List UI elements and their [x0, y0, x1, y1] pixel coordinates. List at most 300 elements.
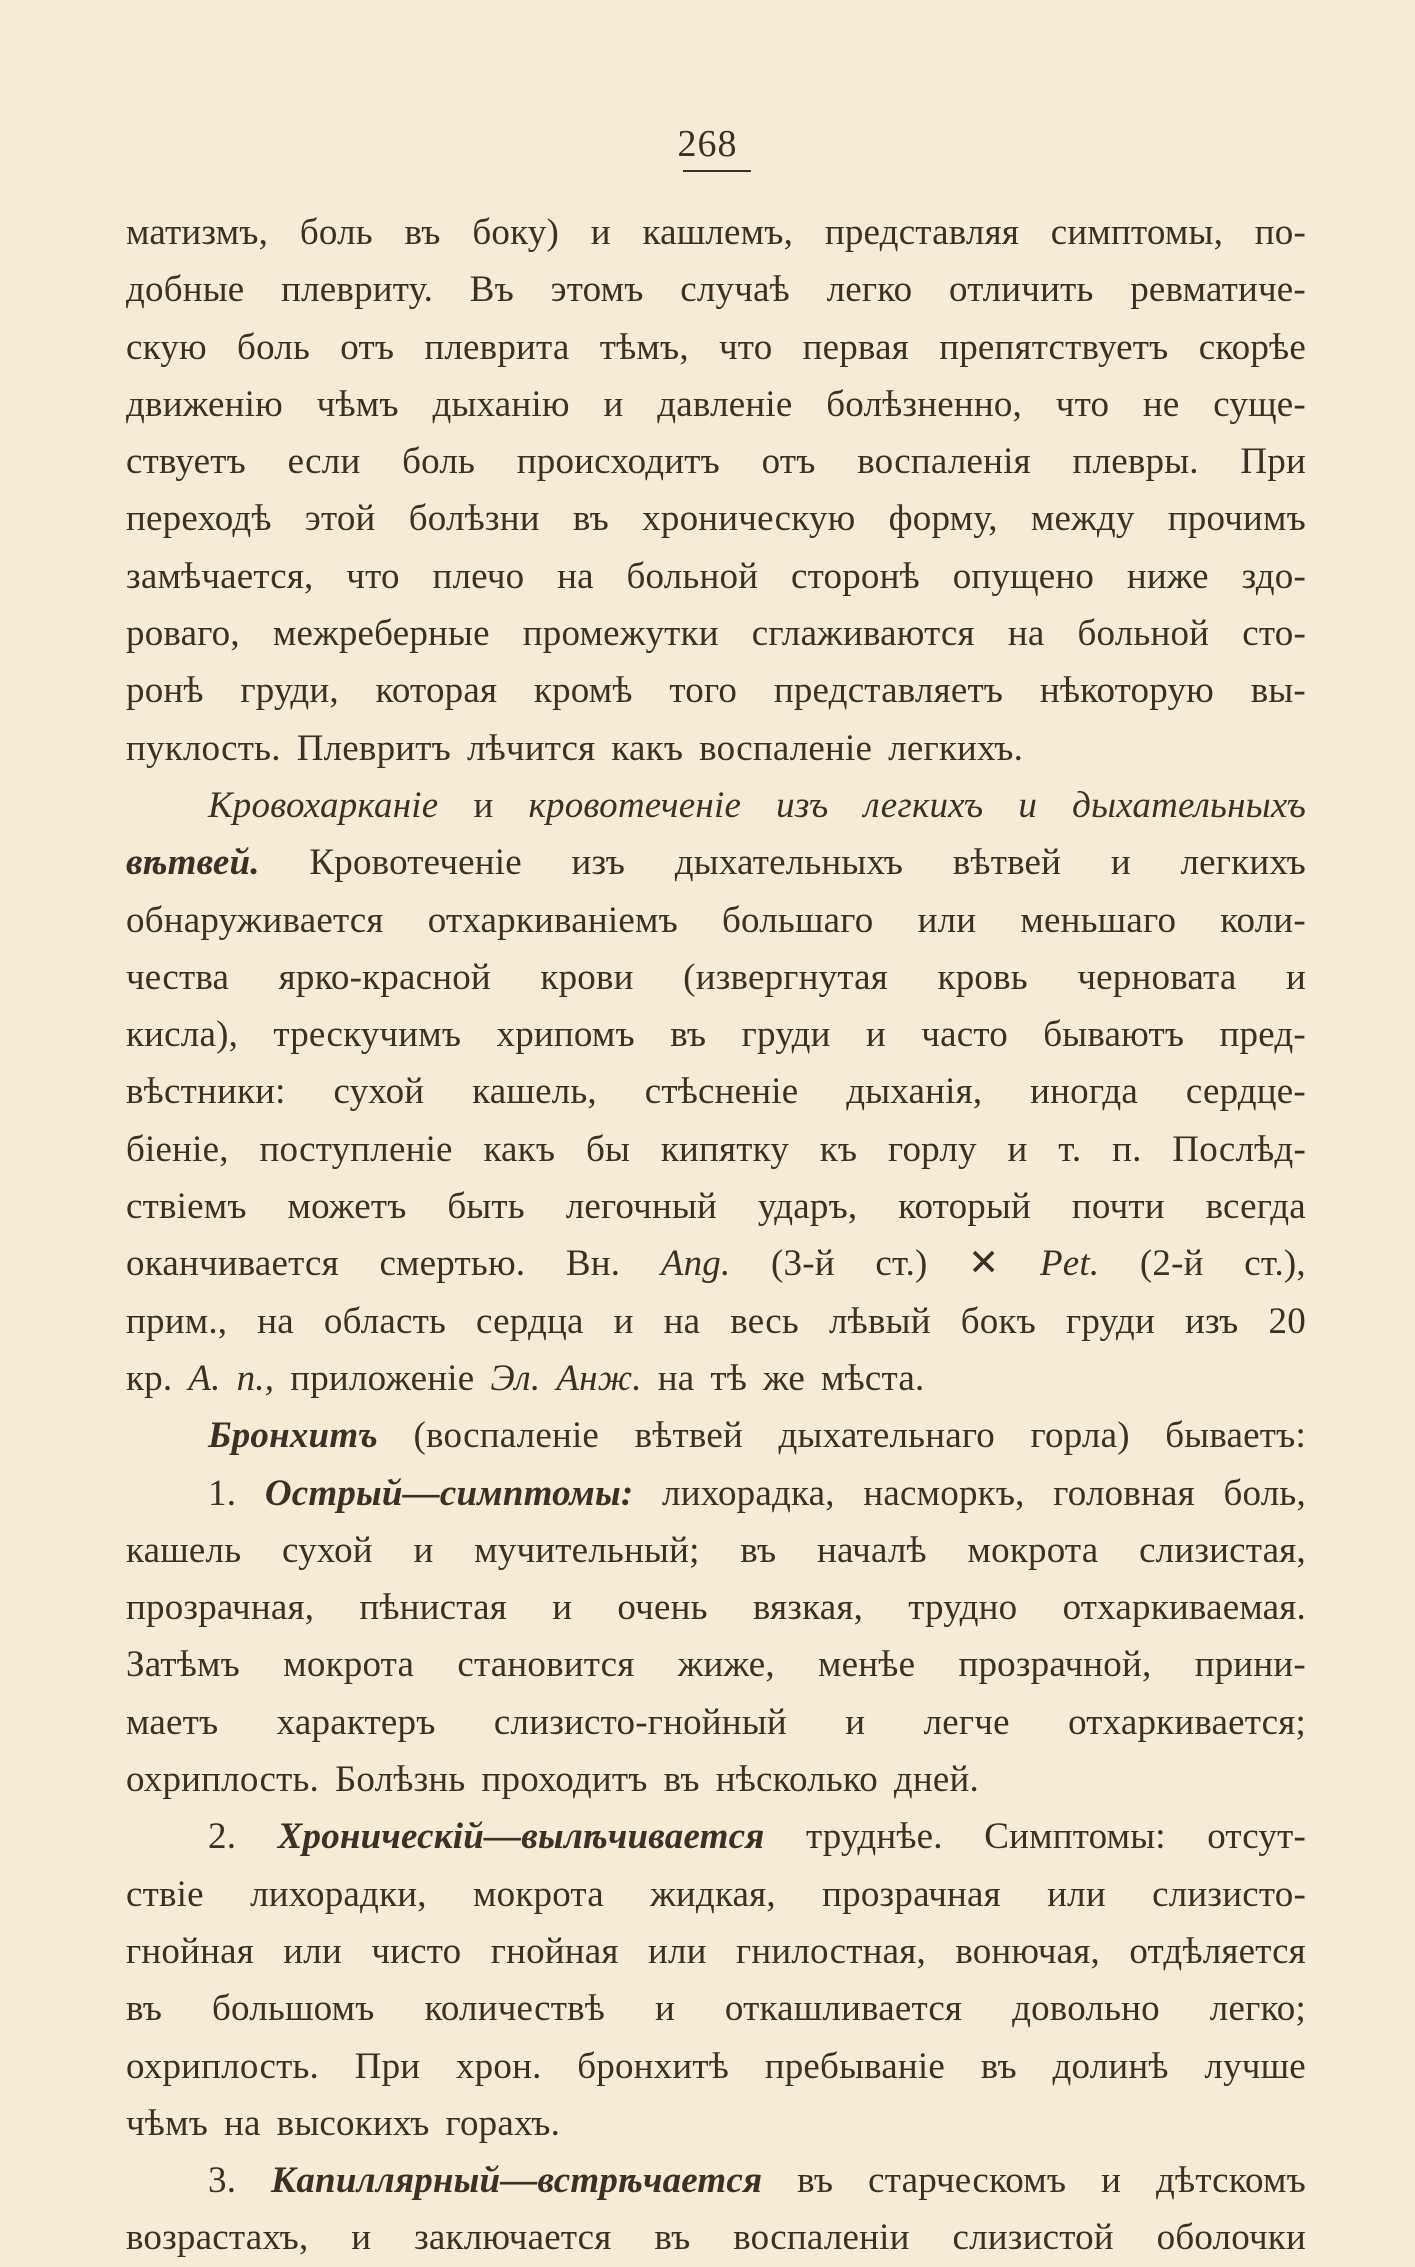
word: Вн.: [565, 1243, 621, 1285]
word: горлу: [887, 1128, 977, 1170]
word: оболочки: [1156, 2217, 1306, 2259]
word: чѣмъ: [126, 2102, 209, 2144]
word: долинѣ: [1052, 2045, 1169, 2087]
word: если: [287, 441, 361, 483]
word: вы-: [1250, 670, 1306, 712]
word: сто-: [1242, 613, 1306, 655]
word: или: [1047, 1873, 1106, 1915]
word: нѣкоторую: [1039, 670, 1214, 712]
text-line: [126, 548, 1306, 605]
word: боль: [402, 441, 476, 483]
word: на: [657, 1357, 695, 1399]
word: что: [1055, 383, 1110, 425]
word: откашливается: [724, 1988, 963, 2030]
word: легкихъ: [863, 784, 984, 826]
text-line: [126, 261, 1306, 318]
word: мокрота: [967, 1529, 1099, 1571]
word: пуклость.: [126, 727, 281, 769]
word: хроническую: [642, 498, 856, 540]
word: что: [346, 555, 400, 597]
word: же: [763, 1357, 805, 1399]
word: что: [719, 326, 773, 368]
word: т.: [1058, 1128, 1082, 1170]
word: кр.: [126, 1357, 173, 1399]
word: матизмъ,: [126, 212, 269, 253]
word: и: [1110, 842, 1131, 884]
word: легочный: [565, 1186, 718, 1228]
word: кипятку: [660, 1128, 789, 1170]
word: (извергнутая: [683, 956, 889, 998]
word: ✕: [968, 1243, 1000, 1285]
word: или: [917, 899, 977, 941]
text-line: [126, 1866, 1306, 1923]
word: въ: [797, 2160, 834, 2202]
text-line: [126, 433, 1306, 490]
word: ярко-красной: [278, 956, 491, 998]
word: происходитъ: [516, 441, 720, 483]
word: движенію: [126, 383, 283, 425]
word: на: [663, 1300, 701, 1342]
word: Анж.: [556, 1357, 642, 1399]
word: больной: [626, 555, 759, 597]
word: ствіемъ: [126, 1186, 247, 1228]
word: весь: [730, 1300, 799, 1342]
word: ниже: [1126, 555, 1209, 597]
word: чѣмъ: [316, 383, 399, 425]
word: оканчивается: [126, 1243, 339, 1285]
word: на: [224, 2102, 261, 2144]
word: здо-: [1241, 555, 1306, 597]
word: дней.: [893, 1759, 980, 1801]
word: мокрота: [473, 1873, 604, 1915]
text-line: [126, 834, 1306, 891]
word: изъ: [1184, 1300, 1239, 1342]
word: лучше: [1204, 2045, 1306, 2087]
word: ствіе: [126, 1873, 204, 1915]
word: и: [613, 1300, 634, 1342]
word: очень: [617, 1587, 708, 1629]
word: слизисто-: [1152, 1873, 1306, 1915]
word: болѣзни: [408, 498, 540, 540]
word: препятствуетъ: [939, 326, 1169, 368]
word: проходитъ: [481, 1759, 648, 1801]
word: опущено: [952, 555, 1095, 597]
word: (3-й: [771, 1243, 835, 1285]
word: большомъ: [212, 1988, 375, 2030]
word: боку): [472, 212, 559, 253]
word: между: [1030, 498, 1135, 540]
text-line: [126, 1006, 1306, 1063]
text-line: [126, 1808, 1306, 1865]
page-number-underline: [683, 170, 751, 172]
word: Кровотеченіе: [309, 842, 522, 884]
word: плевриту.: [281, 269, 434, 311]
word: становится: [457, 1644, 635, 1686]
word: высокихъ: [276, 2102, 430, 2144]
word: трудно: [908, 1587, 1018, 1629]
text-line: [126, 2095, 1306, 2152]
text-line: [126, 1636, 1306, 1693]
word: дыхательнаго: [778, 1415, 996, 1457]
word: въ: [572, 498, 609, 540]
word: въ: [126, 1988, 163, 2030]
word: ударъ,: [757, 1186, 858, 1228]
word: и: [1018, 784, 1038, 826]
text-line: [126, 1178, 1306, 1235]
word: (2-й: [1139, 1243, 1204, 1285]
word: груди: [741, 1014, 831, 1056]
word: слизистая,: [1139, 1529, 1306, 1571]
word: скорѣе: [1198, 326, 1306, 368]
word: переходѣ: [126, 498, 272, 540]
text-line: [126, 1063, 1306, 1120]
page-number: 268: [677, 123, 738, 165]
word: въ: [740, 1529, 777, 1571]
text-line: [126, 376, 1306, 433]
text-line: [126, 1579, 1306, 1636]
text-line: [126, 662, 1306, 719]
word: кровь: [937, 956, 1028, 998]
word: и: [845, 1701, 866, 1743]
word: При: [354, 2045, 421, 2087]
word: груди,: [240, 670, 339, 712]
text-line: [126, 2038, 1306, 2095]
word: стѣсненіе: [644, 1071, 799, 1113]
word: маетъ: [126, 1701, 219, 1743]
word: ст.): [875, 1243, 928, 1285]
word: слизисто-гнойный: [493, 1701, 787, 1743]
word: лихорадки,: [250, 1873, 427, 1915]
text-line: [126, 319, 1306, 376]
word: кашель,: [472, 1071, 597, 1113]
word: легко: [826, 269, 913, 311]
word: область: [323, 1300, 447, 1342]
text-line: [126, 1235, 1306, 1292]
word: бокъ: [960, 1300, 1036, 1342]
word: на: [257, 1300, 294, 1342]
word: гнойная: [490, 1930, 619, 1972]
word: Бронхитъ: [208, 1415, 378, 1457]
word: труднѣе.: [805, 1816, 943, 1858]
word: больной: [1077, 613, 1210, 655]
word: боль,: [1223, 1472, 1306, 1514]
word: этомъ: [550, 269, 644, 311]
word: какъ: [611, 727, 684, 769]
text-line: [126, 949, 1306, 1006]
word: и: [654, 1988, 675, 2030]
word: груди: [1065, 1300, 1155, 1342]
word: слизистой: [952, 2217, 1114, 2259]
word: и: [865, 1014, 886, 1056]
word: прини-: [1194, 1644, 1306, 1686]
word: и: [552, 1587, 573, 1629]
word: прозрачной,: [958, 1644, 1152, 1686]
word: заключается: [414, 2217, 612, 2259]
word: того: [669, 670, 738, 712]
word: хрон.: [455, 2045, 542, 2087]
word: кисла),: [126, 1014, 239, 1056]
word: болѣзненно,: [826, 383, 1023, 425]
text-line: [126, 1980, 1306, 2037]
text-line: [126, 204, 1306, 261]
word: жиже,: [677, 1644, 775, 1686]
word: сердце-: [1185, 1071, 1306, 1113]
word: кровотеченіе: [528, 784, 742, 826]
word: охриплость.: [126, 1759, 319, 1801]
word: которая: [375, 670, 498, 712]
word: довольно: [1012, 1988, 1160, 2030]
text-line: [126, 2209, 1306, 2266]
word: дыханія,: [846, 1071, 983, 1113]
word: и: [413, 1529, 434, 1571]
word: мѣста.: [820, 1357, 925, 1399]
word: характеръ: [276, 1701, 436, 1743]
word: Плевритъ: [296, 727, 451, 769]
text-line: [126, 1751, 1306, 1808]
word: воспаленіе: [699, 727, 873, 769]
word: вязкая,: [752, 1587, 864, 1629]
word: лѣвый: [829, 1300, 931, 1342]
word: Ang.: [660, 1243, 731, 1285]
word: п.: [1112, 1128, 1142, 1170]
word: трескучимъ: [273, 1014, 462, 1056]
text-line: [126, 1923, 1306, 1980]
text-line: [126, 2152, 1306, 2209]
word: отличить: [948, 269, 1094, 311]
word: отъ: [340, 326, 395, 368]
word: изъ: [776, 784, 829, 826]
word: вѣтвей.: [126, 842, 260, 884]
word: пред-: [1219, 1014, 1306, 1056]
word: кромѣ: [533, 670, 633, 712]
word: или: [283, 1930, 342, 1972]
word: изъ: [571, 842, 626, 884]
word: старческомъ: [868, 2160, 1067, 2202]
word: приложеніе: [290, 1357, 475, 1399]
word: дѣтскомъ: [1156, 2160, 1306, 2202]
word: симптомы,: [1050, 212, 1224, 253]
word: возрастахъ,: [126, 2217, 309, 2259]
word: воспаленія: [857, 441, 1031, 483]
word: сухой: [281, 1529, 373, 1571]
word: ствуетъ: [126, 441, 246, 483]
word: сторонѣ: [791, 555, 920, 597]
word: крови: [540, 956, 634, 998]
word: головная: [1053, 1472, 1195, 1514]
word: п.,: [236, 1357, 275, 1399]
word: гнойная: [126, 1930, 254, 1972]
word: большаго: [722, 899, 874, 941]
word: суще-: [1213, 383, 1306, 425]
word: менѣе: [818, 1644, 916, 1686]
word: лихорадка,: [662, 1472, 835, 1514]
word: воспаленіи: [733, 2217, 910, 2259]
word: не: [1142, 383, 1180, 425]
word: въ: [670, 1014, 707, 1056]
word: тѣ: [710, 1357, 748, 1399]
word: нѣсколько: [715, 1759, 878, 1801]
word: въ: [980, 2045, 1017, 2087]
word: 3.: [208, 2160, 237, 2202]
word: и: [590, 212, 611, 253]
word: Кровохарканіе: [208, 784, 439, 826]
word: отъ: [761, 441, 816, 483]
word: 1.: [208, 1472, 237, 1514]
word: промежутки: [522, 613, 719, 655]
word: и: [351, 2217, 372, 2259]
word: прочимъ: [1167, 498, 1306, 540]
word: обнаруживается: [126, 899, 384, 941]
word: отсут-: [1207, 1816, 1306, 1858]
word: какъ: [483, 1128, 556, 1170]
word: на: [1007, 613, 1045, 655]
word: форму,: [888, 498, 998, 540]
text-line: [126, 777, 1306, 834]
word: хрипомъ: [496, 1014, 635, 1056]
word: и: [1101, 2160, 1122, 2202]
word: скую: [126, 326, 207, 368]
word: въ: [663, 1759, 700, 1801]
word: Болѣзнь: [334, 1759, 466, 1801]
word: бываютъ: [1043, 1014, 1185, 1056]
word: вѣтвей: [634, 1415, 743, 1457]
word: вѣтвей: [952, 842, 1062, 884]
word: сухой: [333, 1071, 425, 1113]
word: всегда: [1205, 1186, 1306, 1228]
text-line: [126, 1694, 1306, 1751]
word: въ: [654, 2217, 691, 2259]
word: замѣчается,: [126, 555, 314, 597]
text-line: [126, 892, 1306, 949]
word: бронхитѣ: [577, 2045, 730, 2087]
word: количествѣ: [424, 1988, 606, 2030]
word: боль: [299, 212, 373, 253]
word: пребываніе: [764, 2045, 946, 2087]
text-line: [126, 1407, 1306, 1464]
word: гнилостная,: [736, 1930, 926, 1972]
word: вѣстники:: [126, 1071, 286, 1113]
text-line: [126, 720, 1306, 777]
word: пѣнистая: [359, 1587, 507, 1629]
text-line: [126, 1293, 1306, 1350]
word: коли-: [1220, 899, 1306, 941]
word: горахъ.: [445, 2102, 561, 2144]
word: А.: [188, 1357, 221, 1399]
word: кашель: [126, 1529, 242, 1571]
word: легкихъ.: [888, 727, 1024, 769]
word: бы: [585, 1128, 631, 1170]
word: легче: [923, 1701, 1010, 1743]
word: этой: [304, 498, 376, 540]
word: Pet.: [1039, 1243, 1100, 1285]
word: и: [1007, 1128, 1028, 1170]
word: быть: [447, 1186, 525, 1228]
word: плевры.: [1072, 441, 1199, 483]
word: (воспаленіе: [413, 1415, 600, 1457]
word: плеврита: [424, 326, 570, 368]
word: чества: [126, 956, 230, 998]
word: и: [603, 383, 624, 425]
word: Капиллярный—встрѣчается: [271, 2160, 763, 2202]
text-line: [126, 1465, 1306, 1522]
word: добные: [126, 269, 245, 311]
word: 2.: [208, 1816, 237, 1858]
word: вонючая,: [955, 1930, 1100, 1972]
word: можетъ: [287, 1186, 407, 1228]
word: отхаркивается;: [1068, 1701, 1306, 1743]
word: и: [473, 784, 494, 826]
word: на: [557, 555, 594, 597]
word: почти: [1071, 1186, 1165, 1228]
word: прозрачная,: [126, 1587, 315, 1629]
text-line: [126, 1121, 1306, 1178]
word: началѣ: [817, 1529, 927, 1571]
word: роваго,: [126, 613, 240, 655]
word: легкихъ: [1180, 842, 1306, 884]
page-body-text: [126, 204, 1306, 2267]
word: сердца: [476, 1300, 584, 1342]
word: плечо: [432, 555, 525, 597]
word: мокрота: [283, 1644, 415, 1686]
word: біеніе,: [126, 1128, 229, 1170]
word: чисто: [371, 1930, 462, 1972]
word: ревматиче-: [1130, 269, 1306, 311]
word: ст.),: [1244, 1243, 1306, 1285]
word: по-: [1254, 212, 1306, 253]
word: иногда: [1030, 1071, 1139, 1113]
word: ронѣ: [126, 670, 204, 712]
word: кашлемъ,: [642, 212, 794, 253]
word: который: [898, 1186, 1032, 1228]
word: дыхательныхъ: [674, 842, 904, 884]
word: къ: [819, 1128, 858, 1170]
word: черновата: [1077, 956, 1237, 998]
word: Симптомы:: [984, 1816, 1166, 1858]
word: въ: [404, 212, 441, 253]
word: отхаркиваніемъ: [427, 899, 678, 941]
word: или: [647, 1930, 707, 1972]
word: прозрачная: [822, 1873, 1001, 1915]
text-line: [126, 490, 1306, 547]
word: первая: [802, 326, 909, 368]
word: представляетъ: [773, 670, 1004, 712]
word: Послѣд-: [1172, 1128, 1306, 1170]
word: горла): [1030, 1415, 1130, 1457]
word: жидкая,: [650, 1873, 776, 1915]
word: поступленіе: [259, 1128, 453, 1170]
word: отхаркиваемая.: [1062, 1587, 1306, 1629]
word: меньшаго: [1020, 899, 1177, 941]
word: представляя: [824, 212, 1020, 253]
word: насморкъ,: [863, 1472, 1025, 1514]
word: прим.,: [126, 1300, 228, 1342]
word: межреберные: [272, 613, 490, 655]
word: мучительный;: [474, 1529, 700, 1571]
word: бываетъ:: [1165, 1415, 1306, 1457]
word: часто: [921, 1014, 1008, 1056]
text-line: [126, 1522, 1306, 1579]
word: боль: [237, 326, 311, 368]
word: Затѣмъ: [126, 1644, 241, 1686]
word: дыханію: [432, 383, 570, 425]
word: охриплость.: [126, 2045, 319, 2087]
word: и: [1285, 956, 1306, 998]
text-line: [126, 605, 1306, 662]
word: Эл.: [490, 1357, 541, 1399]
text-line: [126, 1350, 1306, 1407]
word: случаѣ: [680, 269, 790, 311]
word: Острый—симптомы:: [264, 1472, 634, 1514]
